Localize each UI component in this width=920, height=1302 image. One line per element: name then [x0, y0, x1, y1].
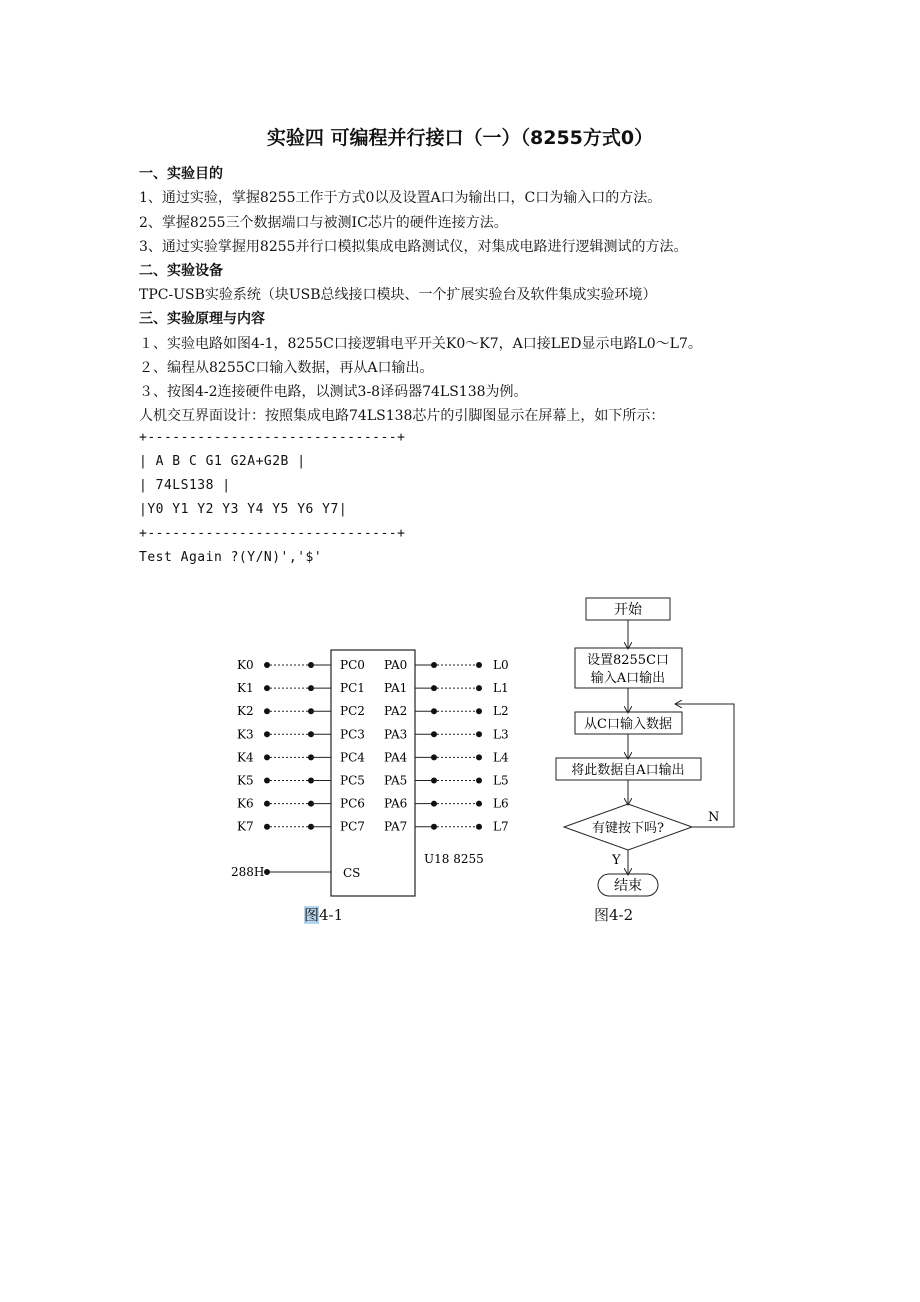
k-switch-label: K4	[237, 750, 254, 765]
purpose-item-1: 1、通过实验，掌握8255工作于方式0以及设置A口为输出口，C口为输入口的方法。	[139, 190, 662, 206]
led-label: L6	[493, 796, 509, 811]
led-label: L0	[493, 658, 509, 672]
pc-pin-label: PC4	[340, 750, 365, 765]
flow-decision-label: 有键按下吗?	[592, 821, 664, 836]
principle-item-2: ２、编程从8255C口输入数据，再从A口输出。	[139, 360, 434, 376]
flow-start-label: 开始	[614, 602, 642, 618]
purpose-item-2: 2、掌握8255三个数据端口与被测IC芯片的硬件连接方法。	[139, 215, 508, 231]
pa-pin-label: PA5	[384, 773, 408, 788]
pa-pin-label: PA1	[384, 681, 408, 696]
pa-pin-label: PA4	[384, 750, 408, 765]
pc-pin-label: PC2	[340, 704, 365, 719]
ui-design-text: 人机交互界面设计：按照集成电路74LS138芯片的引脚图显示在屏幕上，如下所示：	[139, 408, 665, 424]
figure-4-1-caption	[304, 904, 343, 925]
screen-chip-name: | 74LS138 |	[139, 478, 231, 493]
purpose-item-3: 3、通过实验掌握用8255并行口模拟集成电路测试仪，对集成电路进行逻辑测试的方法。	[139, 239, 688, 255]
k-switch-label: K0	[237, 658, 254, 672]
section-heading-equipment: 二、实验设备	[139, 263, 223, 279]
pa-pin-label: PA3	[384, 727, 408, 742]
cs-address-label: 288H	[231, 865, 265, 879]
led-label: L3	[493, 727, 509, 742]
led-label: L2	[493, 704, 509, 719]
led-label: L5	[493, 773, 509, 788]
flow-end-label: 结束	[614, 878, 642, 894]
pc-pin-label: PC1	[340, 681, 365, 696]
equipment-text: TPC-USB实验系统（块USB总线接口模块、一个扩展实验台及软件集成实验环境）	[139, 287, 657, 303]
k-switch-label: K3	[237, 727, 254, 742]
k-switch-label: K5	[237, 773, 254, 788]
screen-border-top: +------------------------------+	[139, 430, 406, 445]
flow-output-label: 将此数据自A口输出	[571, 763, 685, 778]
section-heading-purpose: 一、实验目的	[139, 166, 223, 182]
k-switch-label: K2	[237, 704, 254, 719]
flow-setup-line1: 设置8255C口	[586, 653, 670, 668]
section-heading-principle: 三、实验原理与内容	[139, 311, 265, 327]
pa-pin-label: PA6	[384, 796, 408, 811]
screen-prompt: Test Again ?(Y/N)','$'	[139, 550, 323, 565]
principle-item-3: ３、按图4-2连接硬件电路，以测试3-8译码器74LS138为例。	[139, 384, 528, 400]
screen-pins-bottom: |Y0 Y1 Y2 Y3 Y4 Y5 Y6 Y7|	[139, 502, 348, 517]
pa-pin-label: PA2	[384, 704, 408, 719]
page-title: 实验四 可编程并行接口（一）（8255方式0）	[266, 127, 654, 149]
caption-rest: 4-1	[319, 906, 344, 924]
flow-input-label: 从C口输入数据	[584, 717, 672, 732]
pa-pin-label: PA7	[384, 819, 408, 834]
caption-highlight: 图	[304, 906, 320, 924]
led-label: L7	[493, 819, 509, 834]
pc-pin-label: PC7	[340, 819, 365, 834]
chip-label: U18 8255	[424, 852, 484, 866]
pc-pin-label: PC0	[340, 658, 365, 672]
screen-pins-top: | A B C G1 G2A+G2B |	[139, 454, 306, 469]
flow-yes-label: Y	[612, 853, 621, 868]
cs-pin-label: CS	[343, 866, 361, 880]
pa-pin-label: PA0	[384, 658, 408, 672]
pc-pin-label: PC5	[340, 773, 365, 788]
k-switch-label: K7	[237, 819, 254, 834]
principle-item-1: １、实验电路如图4-1，8255C口接逻辑电平开关K0～K7，A口接LED显示电路L0～L7。	[139, 336, 702, 352]
screen-border-bottom: +------------------------------+	[139, 526, 406, 541]
pc-pin-label: PC3	[340, 727, 365, 742]
flow-setup-line2: 输入A口输出	[590, 671, 666, 686]
flow-no-label: N	[708, 810, 720, 825]
k-switch-label: K1	[237, 681, 254, 696]
figure-4-2-caption: 图4-2	[594, 906, 634, 924]
k-switch-label: K6	[237, 796, 254, 811]
pc-pin-label: PC6	[340, 796, 365, 811]
led-label: L1	[493, 681, 509, 696]
led-label: L4	[493, 750, 509, 765]
